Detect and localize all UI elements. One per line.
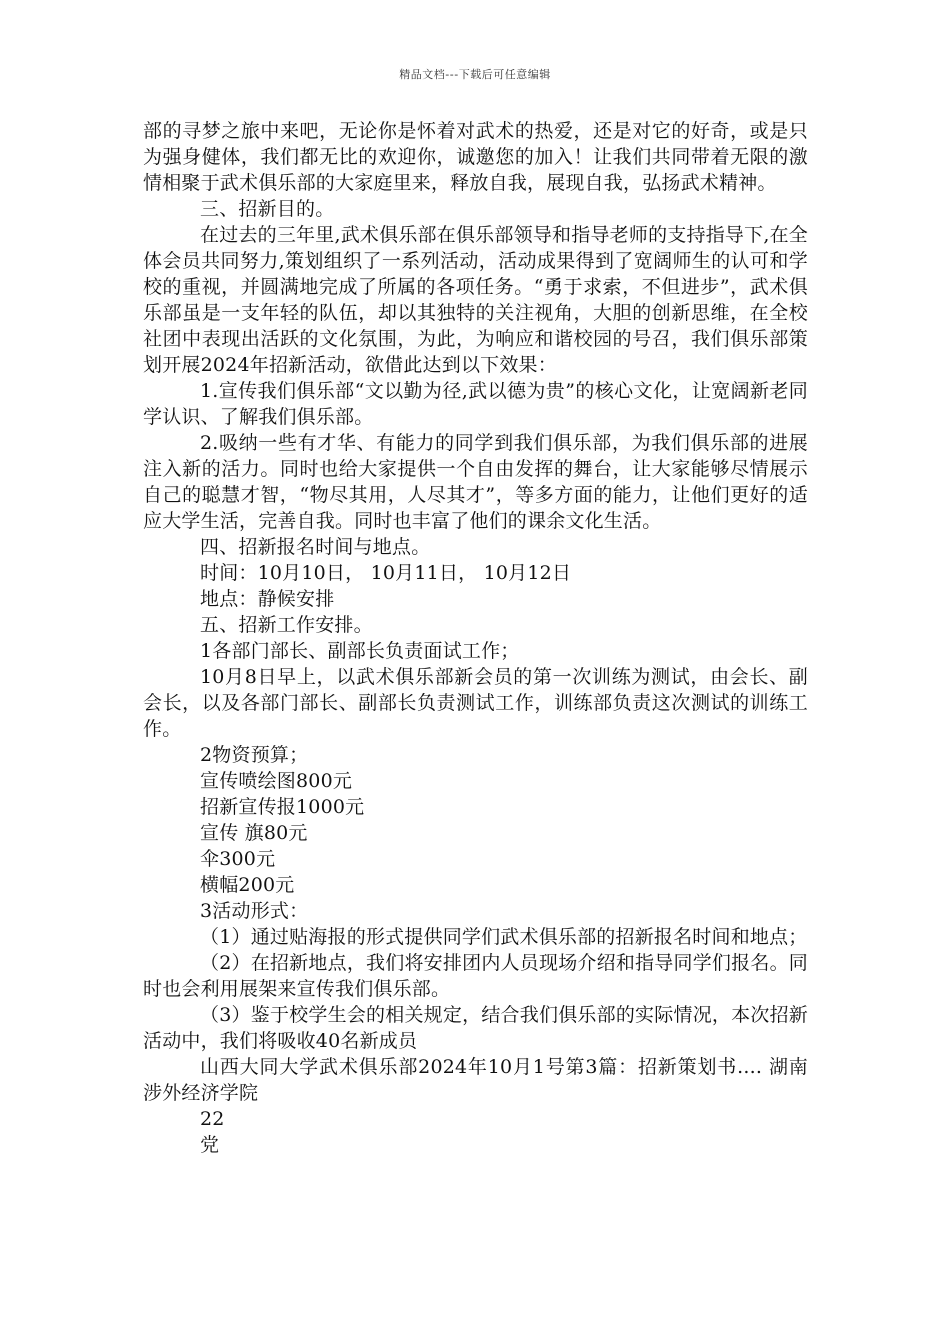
time-line: 时间：10月10日， 10月11日， 10月12日: [200, 562, 572, 584]
budget-item: 宣传喷绘图800元: [200, 770, 353, 792]
place-line: 地点：静候安排: [200, 588, 335, 610]
goal-1-paragraph: 1.宣传我们俱乐部“文以勤为径,武以德为贵”的核心文化，让宽阔新老同学认识、了解我们俱乐部。: [143, 380, 808, 428]
trailing-line-2: 党: [200, 1134, 220, 1156]
budget-item: 伞300元: [200, 848, 276, 870]
signature-paragraph: 山西大同大学武术俱乐部2024年10月1号第3篇：招新策划书.... 湖南涉外经济学院: [143, 1056, 808, 1104]
budget-item: 宣传 旗80元: [200, 822, 308, 844]
trailing-line-1: 22: [200, 1108, 225, 1130]
work-1-detail-paragraph: 10月8日早上，以武术俱乐部新会员的第一次训练为测试，由会长、副会长，以及各部门部长、副部长负责测试工作，训练部负责这次测试的训练工作。: [143, 666, 808, 740]
section-heading-work: 五、招新工作安排。: [200, 614, 373, 636]
work-item-2: 2物资预算；: [200, 744, 309, 766]
page-header: 精品文档---下载后可任意编辑: [399, 68, 551, 81]
intro-paragraph: 部的寻梦之旅中来吧，无论你是怀着对武术的热爱，还是对它的好奇，或是只为强身健体，我们都无比的欢迎你，诚邀您的加入！让我们共同带着无限的激情相聚于武术俱乐部的大家庭里来，释放自我，展现自我，弘扬武术精神。: [143, 120, 808, 194]
form-3-paragraph: （3）鉴于校学生会的相关规定，结合我们俱乐部的实际情况，本次招新活动中，我们将吸收40名新成员: [143, 1004, 808, 1052]
budget-item: 横幅200元: [200, 874, 295, 896]
form-1-paragraph: （1）通过贴海报的形式提供同学们武术俱乐部的招新报名时间和地点；: [200, 926, 808, 948]
work-item-1: 1各部门部长、副部长负责面试工作；: [200, 640, 520, 662]
document-body: [143, 118, 808, 1158]
goal-2-paragraph: 2.吸纳一些有才华、有能力的同学到我们俱乐部，为我们俱乐部的进展注入新的活力。同时也给大家提供一个自由发挥的舞台，让大家能够尽情展示自己的聪慧才智，“物尽其用，人尽其才”，等多方面的能力，让他们更好的适应大学生活，完善自我。同时也丰富了他们的课余文化生活。: [143, 432, 808, 532]
purpose-paragraph: 在过去的三年里,武术俱乐部在俱乐部领导和指导老师的支持指导下,在全体会员共同努力,策划组织了一系列活动，活动成果得到了宽阔师生的认可和学校的重视，并圆满地完成了所属的各项任务。“勇于求索，不但进步”，武术俱乐部虽是一支年轻的队伍，却以其独特的关注视角，大胆的创新思维，在全校社团中表现出活跃的文化氛围，为此，为响应和谐校园的号召，我们俱乐部策划开展2024年招新活动，欲借此达到以下效果：: [143, 224, 808, 376]
work-item-3: 3活动形式：: [200, 900, 309, 922]
budget-item: 招新宣传报1000元: [200, 796, 365, 818]
section-heading-purpose: 三、招新目的。: [200, 198, 335, 220]
form-2-paragraph: （2）在招新地点，我们将安排团内人员现场介绍和指导同学们报名。同时也会利用展架来宣传我们俱乐部。: [143, 952, 808, 1000]
section-heading-time: 四、招新报名时间与地点。: [200, 536, 431, 558]
